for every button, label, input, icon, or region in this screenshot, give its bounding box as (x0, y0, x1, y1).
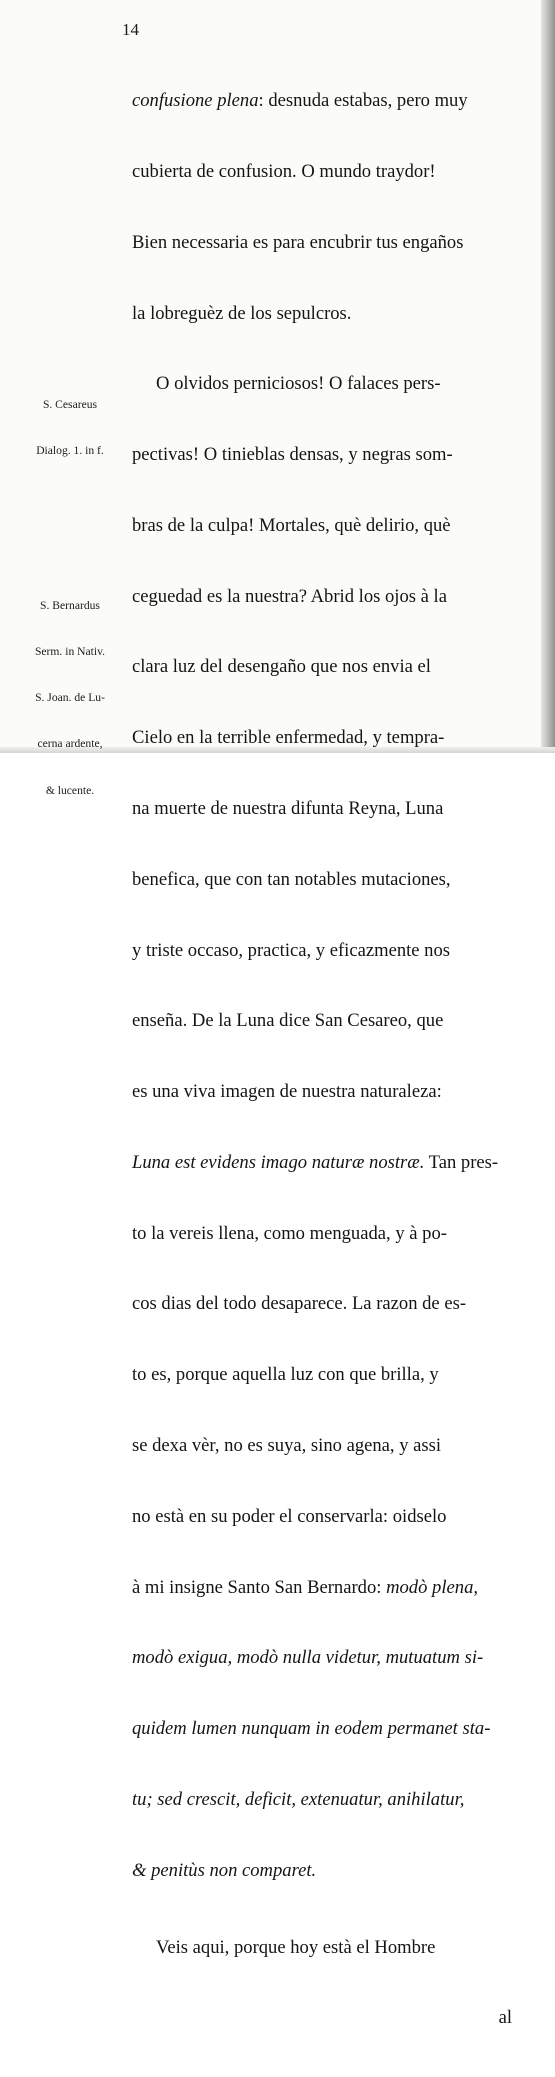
latin-phrase: confusione plena (132, 90, 259, 112)
text-fragment: à mi insigne Santo San Bernardo: (132, 1576, 382, 1598)
text-line: cubierta de confusion. O mundo traydor! (132, 160, 436, 182)
paragraph-start-line: O olvidos perniciosos! O falaces pers- (156, 373, 441, 395)
latin-quote: Luna est evidens imago naturæ nostræ. (132, 1151, 425, 1173)
text-line: y triste occaso, practica, y eficazmente nos (132, 939, 451, 961)
text-line: ceguedad es la nuestra? Abrid los ojos à la (132, 585, 447, 607)
text-fragment: : desnuda estabas, pero muy (258, 90, 468, 112)
text-line: cos dias del todo desaparece. La razon de es- (132, 1293, 467, 1315)
text-line: no està en su poder el conservarla: oidselo (132, 1505, 447, 1527)
text-line (132, 1151, 514, 1175)
text-line: benefica, que con tan notables mutaciones, (132, 868, 451, 890)
side-note-line: & lucente. (45, 783, 95, 797)
catchword: al (498, 2007, 512, 2029)
latin-quote-line: & penitùs non comparet. (132, 1859, 317, 1881)
text-line: to la vereis llena, como menguada, y à po- (132, 1222, 447, 1244)
latin-quote: modò plena, (381, 1576, 479, 1598)
side-note-caesarius (12, 366, 128, 489)
text-line: Cielo en la terrible enfermedad, y tempra- (132, 727, 445, 749)
latin-quote-line: tu; sed crescit, deficit, extenuatur, anihilatur, (132, 1788, 465, 1810)
page-number: 14 (122, 20, 139, 39)
text-line: la lobreguèz de los sepulcros. (132, 302, 352, 324)
side-note-line: Dialog. 1. in f. (36, 444, 104, 458)
text-line: se dexa vèr, no es suya, sino agena, y assi (132, 1435, 442, 1457)
text-line: to es, porque aquella luz con que brilla, y (132, 1364, 439, 1386)
body-text (132, 42, 514, 2077)
text-line (132, 89, 514, 113)
side-note-line: cerna ardente, (37, 737, 103, 751)
text-line: clara luz del desengaño que nos envia el (132, 656, 431, 678)
text-fragment: Tan pres- (424, 1151, 499, 1173)
text-line: pectivas! O tinieblas densas, y negras som- (132, 444, 453, 466)
side-note-line: S. Cesareus (42, 397, 98, 411)
side-note-line: S. Bernardus (40, 598, 100, 612)
text-line: enseña. De la Luna dice San Cesareo, que (132, 1010, 444, 1032)
latin-quote-line: modò exigua, modò nulla videtur, mutuatum si- (132, 1647, 484, 1669)
paragraph-start-line: Veis aqui, porque hoy està el Hombre (156, 1936, 436, 1958)
text-line: bras de la culpa! Mortales, què delirio, què (132, 514, 451, 536)
text-line: es una viva imagen de nuestra naturaleza: (132, 1081, 442, 1103)
latin-quote-line: quidem lumen nunquam in eodem permanet sta- (132, 1718, 491, 1740)
text-line: na muerte de nuestra difunta Reyna, Luna (132, 798, 444, 819)
text-line (132, 1576, 514, 1600)
side-note-bernard (12, 567, 128, 829)
side-note-line: Serm. in Nativ. (34, 645, 106, 659)
text-line: Bien necessaria es para encubrir tus engaños (132, 231, 464, 253)
page-gutter-shadow (541, 0, 555, 753)
side-note-line: S. Joan. de Lu- (35, 691, 105, 705)
